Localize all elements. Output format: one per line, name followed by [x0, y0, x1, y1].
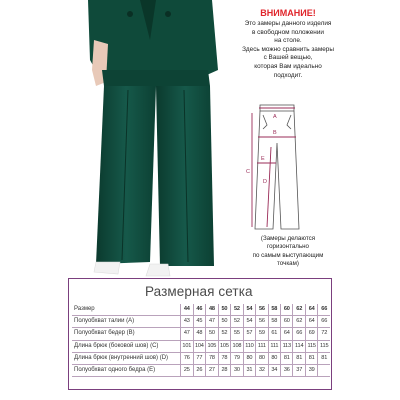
row-label: Полуобхват одного бедра (E)	[72, 364, 181, 376]
value-cell: 50	[206, 328, 219, 340]
size-cell: 52	[231, 304, 244, 316]
value-cell: 105	[218, 340, 231, 352]
value-cell: 60	[281, 316, 293, 328]
value-cell: 66	[293, 328, 305, 340]
row-label: Полуобхват бедер (B)	[72, 328, 181, 340]
measurement-note-line: точкам)	[277, 260, 299, 268]
value-cell: 61	[268, 328, 280, 340]
value-cell: 39	[305, 364, 317, 376]
value-cell: 69	[305, 328, 317, 340]
value-cell: 64	[305, 316, 317, 328]
value-cell: 64	[281, 328, 293, 340]
row-label: Размер	[72, 304, 181, 316]
value-cell: 105	[206, 340, 219, 352]
value-cell: 80	[243, 352, 255, 364]
notice-block	[228, 8, 348, 80]
size-cell: 64	[305, 304, 317, 316]
notice-line: которая Вам идеально	[254, 62, 322, 70]
row-label: Полуобхват талии (A)	[72, 316, 181, 328]
value-cell: 43	[181, 316, 194, 328]
value-cell: 72	[318, 328, 330, 340]
value-cell: 45	[193, 316, 206, 328]
notice-line: на столе.	[274, 37, 302, 45]
value-cell: 66	[318, 316, 330, 328]
value-cell: 78	[206, 352, 219, 364]
value-cell: 30	[231, 364, 244, 376]
value-cell: 77	[193, 352, 206, 364]
measurement-note-line: (Замеры делаются	[260, 235, 316, 242]
value-cell: 50	[218, 316, 231, 328]
value-cell: 52	[231, 316, 244, 328]
size-table	[72, 304, 330, 377]
measurement-note	[236, 235, 340, 269]
value-cell: 25	[181, 364, 194, 376]
value-cell: 34	[268, 364, 280, 376]
size-cell: 54	[243, 304, 255, 316]
size-cell: 50	[218, 304, 231, 316]
notice-line: в свободном положении	[252, 28, 324, 36]
value-cell: 56	[256, 316, 268, 328]
value-cell: 58	[268, 316, 280, 328]
table-row	[72, 316, 330, 328]
table-row	[72, 304, 330, 316]
value-cell: 114	[293, 340, 305, 352]
measurement-note-line: по самым выступающим	[252, 251, 324, 259]
row-label: Длина брюк (боковой шов) (C)	[72, 340, 181, 352]
value-cell: 80	[268, 352, 280, 364]
value-cell: 78	[218, 352, 231, 364]
table-row	[72, 328, 330, 340]
value-cell: 48	[193, 328, 206, 340]
value-cell: 36	[281, 364, 293, 376]
table-row	[72, 352, 330, 364]
value-cell: 110	[243, 340, 255, 352]
value-cell: 76	[181, 352, 194, 364]
diagram-letter-e: E	[261, 156, 265, 162]
value-cell: 31	[243, 364, 255, 376]
value-cell: 111	[268, 340, 280, 352]
value-cell: 62	[293, 316, 305, 328]
value-cell: 57	[243, 328, 255, 340]
diagram-letter-c: C	[246, 169, 250, 175]
value-cell: 37	[293, 364, 305, 376]
value-cell: 81	[281, 352, 293, 364]
value-cell: 81	[293, 352, 305, 364]
size-cell: 44	[181, 304, 194, 316]
value-cell	[318, 364, 330, 376]
measurement-diagram	[237, 103, 317, 233]
size-cell: 56	[256, 304, 268, 316]
row-label: Длина брюк (внутренний шов) (D)	[72, 352, 181, 364]
value-cell: 27	[206, 364, 219, 376]
value-cell: 47	[206, 316, 219, 328]
table-row	[72, 340, 330, 352]
value-cell: 113	[281, 340, 293, 352]
value-cell: 104	[193, 340, 206, 352]
value-cell: 54	[243, 316, 255, 328]
notice-line: Здесь можно сравнить замеры	[242, 45, 334, 53]
notice-line: подходит.	[273, 71, 303, 79]
size-cell: 62	[293, 304, 305, 316]
table-row	[72, 364, 330, 376]
size-cell: 48	[206, 304, 219, 316]
measurement-note-line: горизонтально	[267, 243, 309, 251]
value-cell: 111	[256, 340, 268, 352]
value-cell: 115	[305, 340, 317, 352]
value-cell: 115	[318, 340, 330, 352]
value-cell: 52	[218, 328, 231, 340]
notice-line: Это замеры данного изделия	[244, 20, 332, 27]
diagram-letter-a: A	[273, 114, 277, 120]
value-cell: 81	[305, 352, 317, 364]
value-cell: 81	[318, 352, 330, 364]
notice-title: ВНИМАНИЕ!	[260, 8, 316, 18]
value-cell: 28	[218, 364, 231, 376]
value-cell: 80	[256, 352, 268, 364]
size-cell: 58	[268, 304, 280, 316]
value-cell: 79	[231, 352, 244, 364]
value-cell: 47	[181, 328, 194, 340]
size-cell: 66	[318, 304, 330, 316]
size-cell: 46	[193, 304, 206, 316]
value-cell: 59	[256, 328, 268, 340]
size-table-title: Размерная сетка	[145, 284, 253, 299]
size-cell: 60	[281, 304, 293, 316]
value-cell: 108	[231, 340, 244, 352]
value-cell: 55	[231, 328, 244, 340]
notice-line: с Вашей вещью,	[263, 54, 313, 62]
value-cell: 26	[193, 364, 206, 376]
diagram-letter-b: B	[273, 130, 277, 136]
value-cell: 101	[181, 340, 194, 352]
diagram-letter-d: D	[263, 179, 267, 185]
value-cell: 32	[256, 364, 268, 376]
